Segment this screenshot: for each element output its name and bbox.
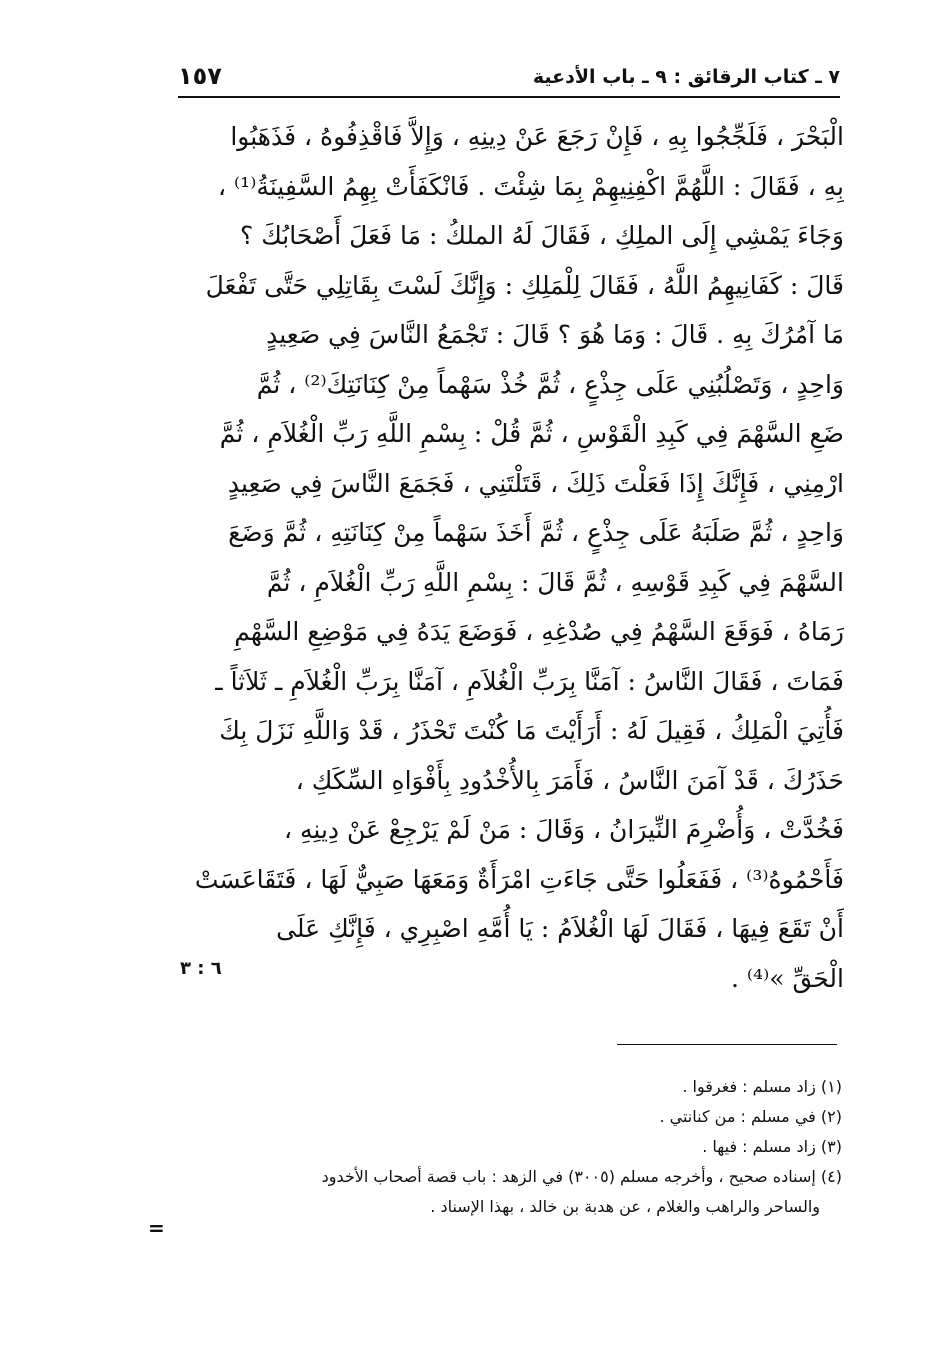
text-line: فَخُدَّتْ ، وَأُضْرِمَ النِّيرَانُ ، وَقَالَ : مَنْ لَمْ يَرْجِعْ عَنْ دِينِهِ ، [284,815,844,844]
page-number: ١٥٧ [178,62,222,90]
text-line: الْحَقِّ »⁽⁴⁾ . [730,963,844,993]
text-line: وَاحِدٍ ، ثُمَّ صَلَبَهُ عَلَى جِذْعٍ ، ثُمَّ أَخَذَ سَهْماً مِنْ كِنَانَتِهِ ، ثُمَّ وَضَعَ [228,518,844,547]
text-line: فَأُتِيَ الْمَلِكُ ، فَقِيلَ لَهُ : أَرَأَيْتَ مَا كُنْتَ تَحْذَرُ ، قَدْ وَاللَّهِ نَزَلَ بِكَ [219,716,844,745]
footnote: (٣) زاد مسلم : فيها . [702,1137,842,1156]
text-line: قَالَ : كَفَانِيهِمُ اللَّهُ ، فَقَالَ لِلْمَلِكِ : وَإِنَّكَ لَسْتَ بِقَاتِلِي حَتَّى تَفْعَلَ [205,270,844,300]
footnote: (٢) في مسلم : من كنانتي . [659,1107,842,1126]
text-line: ارْمِنِي ، فَإِنَّكَ إِذَا فَعَلْتَ ذَلِكَ ، قَتَلْتَنِي ، فَجَمَعَ النَّاسَ فِي صَعِيدٍ [227,468,844,498]
footnote-divider [617,1044,837,1045]
footnote-continuation: والساحر والراهب والغلام ، عن هدبة بن خالد ، بهذا الإسناد . [430,1197,820,1216]
source-reference: ٦ : ٣ [180,958,222,979]
footnote: (١) زاد مسلم : فغرقوا . [682,1077,842,1096]
text-line: الْبَحْرَ ، فَلَجِّجُوا بِهِ ، فَإِنْ رَجَعَ عَنْ دِينِهِ ، وَإِلاَّ فَاقْذِفُوهُ ، فَذَهَبُوا [230,122,844,151]
text-line: السَّهْمَ فِي كَبِدِ قَوْسِهِ ، ثُمَّ قَالَ : بِسْمِ اللَّهِ رَبِّ الْغُلاَمِ ، ثُمَّ [266,567,844,597]
text-line: وَاحِدٍ ، وَتَصْلُبُنِي عَلَى جِذْعٍ ، ثُمَّ خُذْ سَهْماً مِنْ كِنَانَتِكَ⁽²⁾ ، ثُمَّ [256,369,844,399]
text-line: فَمَاتَ ، فَقَالَ النَّاسُ : آمَنَّا بِرَبِّ الْغُلاَمِ ، آمَنَّا بِرَبِّ الْغُلاَمِ ـ ثَلاَثاً ـ [215,666,844,696]
text-line: أَنْ تَقَعَ فِيهَا ، فَقَالَ لَهَا الْغُلاَمُ : يَا أُمَّهِ اصْبِرِي ، فَإِنَّكِ عَلَى [276,914,844,943]
text-line: ضَعِ السَّهْمَ فِي كَبِدِ الْقَوْسِ ، ثُمَّ قُلْ : بِسْمِ اللَّهِ رَبِّ الْغُلاَمِ ، ثُمَّ [219,419,844,448]
text-line: فَأَحْمُوهُ⁽³⁾ ، فَفَعَلُوا حَتَّى جَاءَتِ امْرَأَةٌ وَمَعَهَا صَبِيٌّ لَهَا ، فَتَقَاعَسَتْ [194,864,844,894]
footnotes [172,1072,842,1222]
text-line: مَا آمُرُكَ بِهِ . قَالَ : وَمَا هُوَ ؟ قَالَ : تَجْمَعُ النَّاسَ فِي صَعِيدٍ [266,320,844,349]
text-line: وَجَاءَ يَمْشِي إِلَى الملِكِ ، فَقَالَ لَهُ الملكُ : مَا فَعَلَ أَصْحَابُكَ ؟ [239,221,844,250]
footnote: (٤) إسناده صحيح ، وأخرجه مسلم (٣٠٠٥) في الزهد : باب قصة أصحاب الأخدود [321,1167,842,1186]
text-line: حَذَرُكَ ، قَدْ آمَنَ النَّاسُ ، فَأَمَرَ بِالأُخْدُودِ بِأَفْوَاهِ السِّكَكِ ، [295,765,844,795]
text-line: بِهِ ، فَقَالَ : اللَّهُمَّ اكْفِنِيهِمْ بِمَا شِئْتَ . فَانْكَفَأَتْ بِهِمُ السَّفِينَةُ⁽¹⁾ ، [218,171,844,201]
continuation-mark: = [148,1216,165,1240]
main-text [172,112,844,1003]
page-header [178,60,840,98]
text-line: رَمَاهُ ، فَوَقَعَ السَّهْمُ فِي صُدْغِهِ ، فَوَضَعَ يَدَهُ فِي مَوْضِعِ السَّهْمِ [234,617,844,646]
running-head: ٧ ـ كتاب الرقائق : ٩ ـ باب الأدعية [532,66,840,88]
